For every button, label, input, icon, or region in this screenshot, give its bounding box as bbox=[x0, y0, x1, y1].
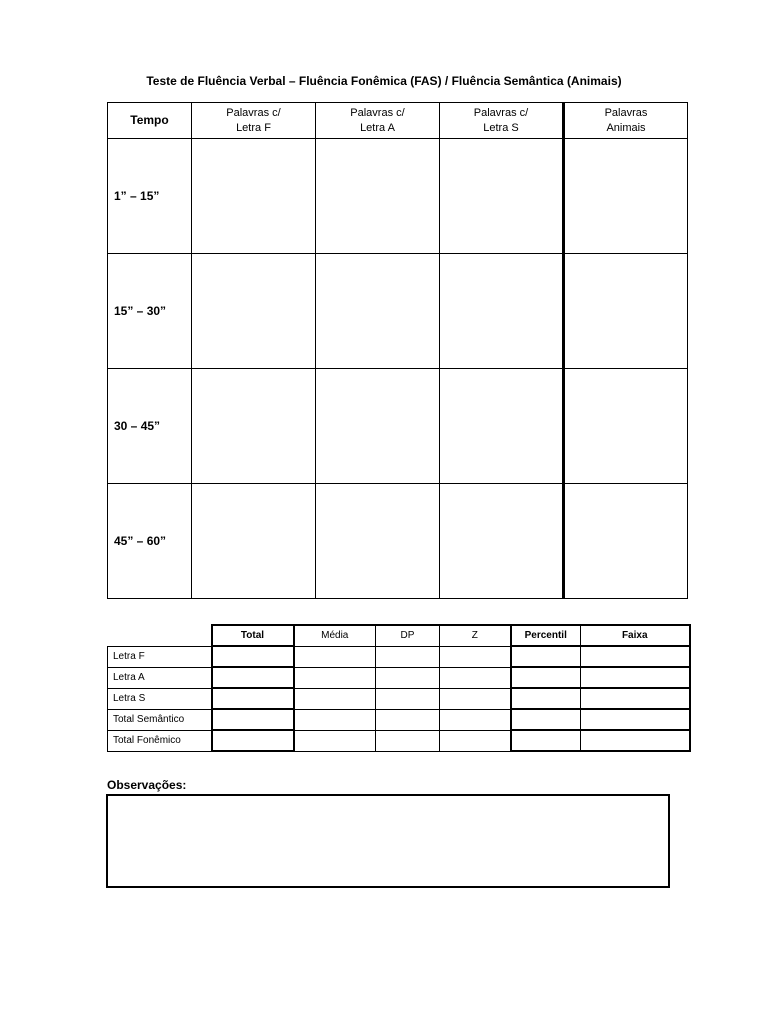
percentil-cell[interactable] bbox=[511, 730, 581, 751]
animais-cell[interactable] bbox=[564, 254, 688, 369]
time-interval-label: 1” – 15” bbox=[108, 139, 192, 254]
time-interval-label: 15” – 30” bbox=[108, 254, 192, 369]
percentil-cell[interactable] bbox=[511, 667, 581, 688]
letra-f-cell[interactable] bbox=[192, 484, 316, 599]
word-grid-row bbox=[108, 369, 688, 484]
results-row bbox=[108, 709, 690, 730]
results-row bbox=[108, 688, 690, 709]
header-z: Z bbox=[440, 625, 511, 646]
media-cell[interactable] bbox=[294, 667, 376, 688]
faixa-cell[interactable] bbox=[581, 709, 690, 730]
letra-f-cell[interactable] bbox=[192, 254, 316, 369]
dp-cell[interactable] bbox=[376, 709, 440, 730]
header-letra-f bbox=[192, 103, 316, 139]
total-cell[interactable] bbox=[212, 688, 294, 709]
header-faixa: Faixa bbox=[581, 625, 690, 646]
dp-cell[interactable] bbox=[376, 667, 440, 688]
header-animais bbox=[564, 103, 688, 139]
word-grid-row bbox=[108, 484, 688, 599]
observations-label: Observações: bbox=[107, 778, 187, 792]
faixa-cell[interactable] bbox=[581, 646, 690, 667]
header-tempo: Tempo bbox=[108, 103, 192, 139]
word-grid-row bbox=[108, 139, 688, 254]
media-cell[interactable] bbox=[294, 730, 376, 751]
header-letra-f-line2: Letra F bbox=[236, 121, 271, 134]
animais-cell[interactable] bbox=[564, 369, 688, 484]
dp-cell[interactable] bbox=[376, 646, 440, 667]
header-letra-a bbox=[316, 103, 440, 139]
results-row-label: Letra A bbox=[108, 667, 212, 688]
results-row-label: Letra S bbox=[108, 688, 212, 709]
letra-a-cell[interactable] bbox=[316, 254, 440, 369]
faixa-cell[interactable] bbox=[581, 730, 690, 751]
word-grid-row bbox=[108, 254, 688, 369]
letra-a-cell[interactable] bbox=[316, 139, 440, 254]
results-row-label: Total Semântico bbox=[108, 709, 212, 730]
results-row-label: Letra F bbox=[108, 646, 212, 667]
time-interval-label: 45” – 60” bbox=[108, 484, 192, 599]
header-total: Total bbox=[212, 625, 294, 646]
animais-cell[interactable] bbox=[564, 484, 688, 599]
total-cell[interactable] bbox=[212, 730, 294, 751]
letra-a-cell[interactable] bbox=[316, 369, 440, 484]
letra-s-cell[interactable] bbox=[440, 139, 564, 254]
letra-f-cell[interactable] bbox=[192, 139, 316, 254]
percentil-cell[interactable] bbox=[511, 709, 581, 730]
page-title: Teste de Fluência Verbal – Fluência Fonêmica (FAS) / Fluência Semântica (Animais) bbox=[146, 74, 622, 88]
letra-s-cell[interactable] bbox=[440, 369, 564, 484]
letra-s-cell[interactable] bbox=[440, 254, 564, 369]
z-cell[interactable] bbox=[440, 730, 511, 751]
results-row bbox=[108, 646, 690, 667]
z-cell[interactable] bbox=[440, 688, 511, 709]
z-cell[interactable] bbox=[440, 667, 511, 688]
word-grid-header-row bbox=[108, 103, 688, 139]
total-cell[interactable] bbox=[212, 667, 294, 688]
media-cell[interactable] bbox=[294, 688, 376, 709]
header-letra-a-line1: Palavras c/ bbox=[350, 106, 405, 119]
letra-a-cell[interactable] bbox=[316, 484, 440, 599]
percentil-cell[interactable] bbox=[511, 688, 581, 709]
header-letra-s bbox=[440, 103, 564, 139]
header-dp: DP bbox=[376, 625, 440, 646]
time-interval-label: 30 – 45” bbox=[108, 369, 192, 484]
header-letra-s-line1: Palavras c/ bbox=[473, 106, 529, 119]
header-letra-s-line2: Letra S bbox=[483, 121, 519, 134]
header-letra-f-line1: Palavras c/ bbox=[226, 106, 281, 119]
total-cell[interactable] bbox=[212, 709, 294, 730]
dp-cell[interactable] bbox=[376, 730, 440, 751]
dp-cell[interactable] bbox=[376, 688, 440, 709]
media-cell[interactable] bbox=[294, 646, 376, 667]
header-percentil: Percentil bbox=[511, 625, 581, 646]
results-row-label: Total Fonêmico bbox=[108, 730, 212, 751]
percentil-cell[interactable] bbox=[511, 646, 581, 667]
z-cell[interactable] bbox=[440, 709, 511, 730]
letra-s-cell[interactable] bbox=[440, 484, 564, 599]
media-cell[interactable] bbox=[294, 709, 376, 730]
animais-cell[interactable] bbox=[564, 139, 688, 254]
results-row bbox=[108, 730, 690, 751]
faixa-cell[interactable] bbox=[581, 688, 690, 709]
header-animais-line2: Animais bbox=[606, 121, 646, 134]
results-corner bbox=[108, 625, 212, 646]
letra-f-cell[interactable] bbox=[192, 369, 316, 484]
results-table bbox=[107, 624, 691, 752]
header-media: Média bbox=[294, 625, 376, 646]
total-cell[interactable] bbox=[212, 646, 294, 667]
results-row bbox=[108, 667, 690, 688]
observations-box[interactable] bbox=[106, 794, 670, 888]
faixa-cell[interactable] bbox=[581, 667, 690, 688]
header-letra-a-line2: Letra A bbox=[360, 121, 395, 134]
header-animais-line1: Palavras bbox=[604, 106, 648, 119]
z-cell[interactable] bbox=[440, 646, 511, 667]
word-grid-table bbox=[107, 102, 688, 599]
results-header-row bbox=[108, 625, 690, 646]
